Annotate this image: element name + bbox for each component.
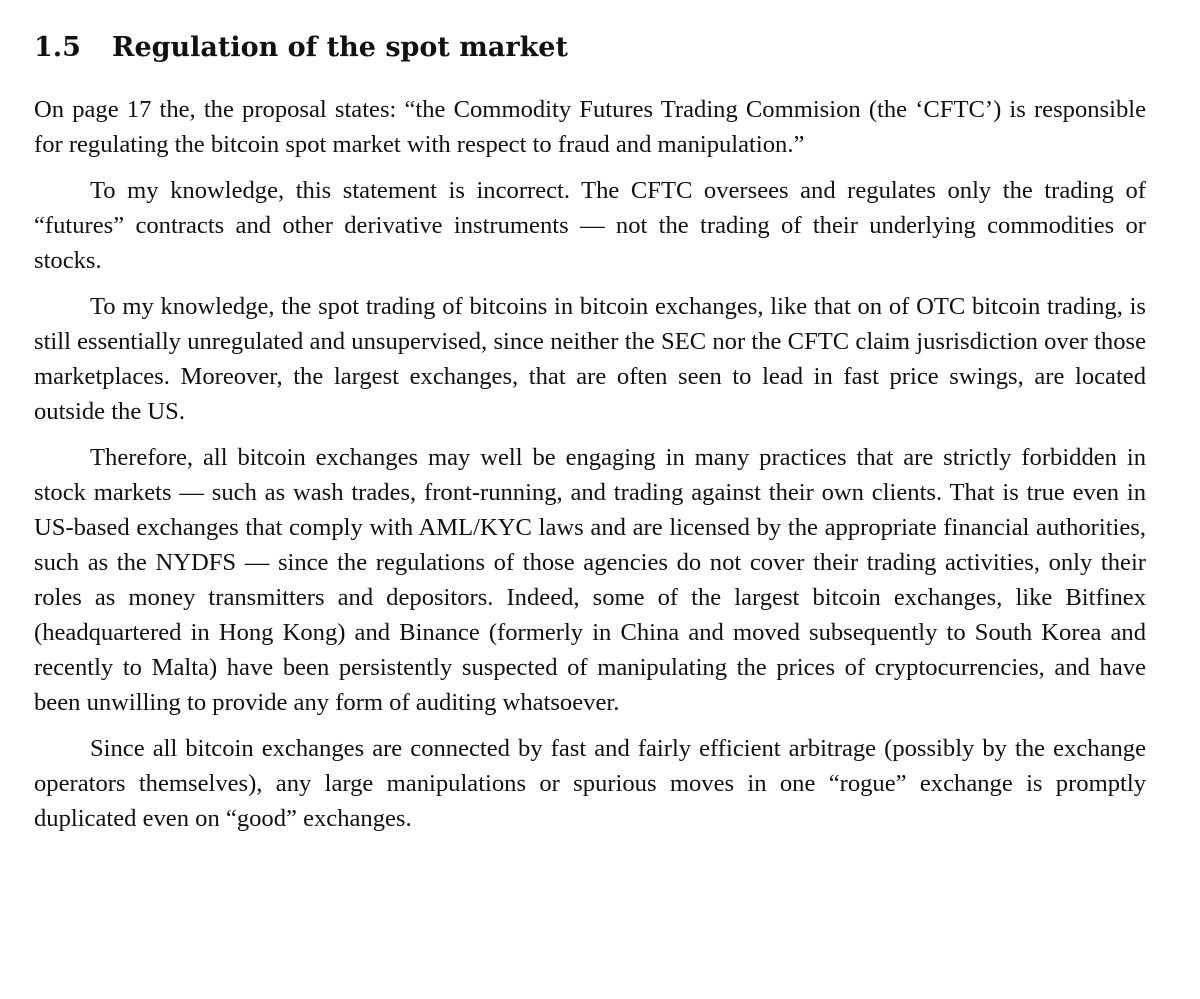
document-page <box>34 28 1146 847</box>
paragraph-3: To my knowledge, the spot trading of bitcoins in bitcoin exchanges, like that on of OTC bitcoin trading, is still essentially unregulated and unsupervised, since neither the SEC nor the CFTC claim jusrisdiction over those marketplaces. Moreover, the largest exchanges, that are often seen to lead in fast price swings, are located outside the US. <box>34 293 1146 425</box>
paragraph-2: To my knowledge, this statement is incorrect. The CFTC oversees and regulates only the trading of “futures” contracts and other derivative instruments — not the trading of their underlying commodities or stocks. <box>34 177 1146 274</box>
section-title: Regulation of the spot market <box>112 32 568 63</box>
paragraph-1: On page 17 the, the proposal states: “the Commodity Futures Trading Commision (the ‘CFTC’) is responsible for regulating the bitcoin spot market with respect to fraud and manipulation.” <box>34 96 1146 158</box>
paragraph-5: Since all bitcoin exchanges are connected by fast and fairly efficient arbitrage (possibly by the exchange operators themselves), any large manipulations or spurious moves in one “rogue” exchange is promptly duplicated even on “good” exchanges. <box>34 735 1146 832</box>
section-number: 1.5 <box>34 32 81 63</box>
section-body <box>34 92 1146 836</box>
section-heading <box>34 28 1146 68</box>
paragraph-4: Therefore, all bitcoin exchanges may well be engaging in many practices that are strictly forbidden in stock markets — such as wash trades, front-running, and trading against their own clients. That is true even in US-based exchanges that comply with AML/KYC laws and are licensed by the appropriate financial authorities, such as the NYDFS — since the regulations of those agencies do not cover their trading activities, only their roles as money transmitters and depositors. Indeed, some of the largest bitcoin exchanges, like Bitfinex (headquartered in Hong Kong) and Binance (formerly in China and moved subsequently to South Korea and recently to Malta) have been persistently suspected of manipulating the prices of cryptocurrencies, and have been unwilling to provide any form of auditing whatsoever. <box>34 444 1146 716</box>
